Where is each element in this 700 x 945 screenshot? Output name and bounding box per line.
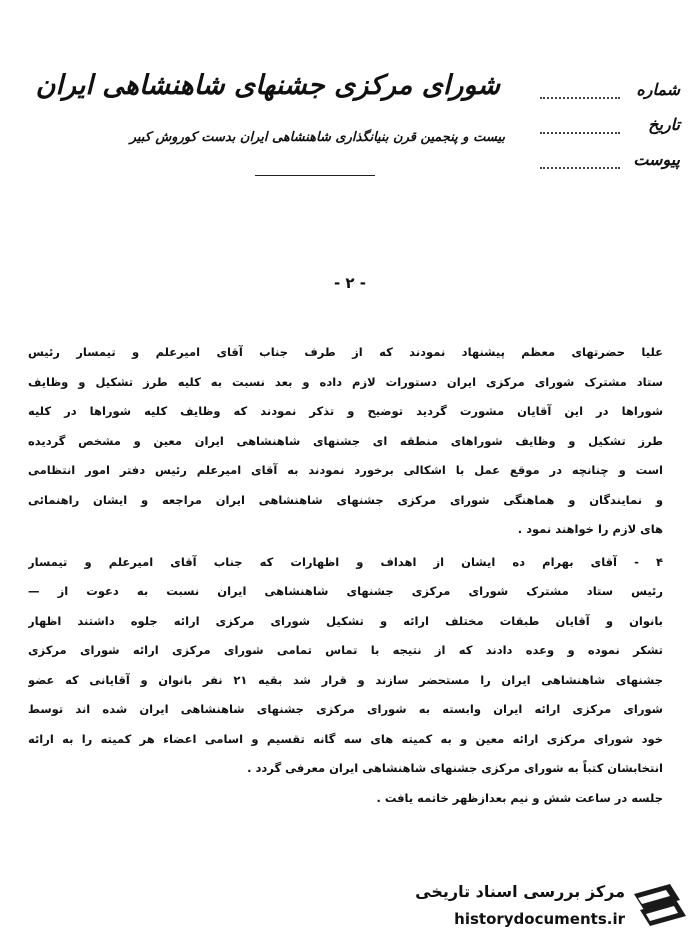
registry-attachment-label: پیوست	[633, 150, 680, 169]
registry-date-dots	[540, 132, 620, 134]
document-body	[28, 338, 663, 813]
letterhead-title: شورای مرکزی جشنهای شاهنشاهی ایران	[35, 70, 500, 101]
body-line: شوراها در این آقایان مشورت گردید توضیح و تذکر نمودند که وظایف کلیه شوراها در کلیه	[28, 404, 663, 418]
body-line: جلسه در ساعت شش و نیم بعدازظهر خاتمه یافت .	[376, 790, 663, 805]
registry-attachment-dots	[540, 167, 620, 169]
body-line: ستاد مشترک شورای مرکزی ایران دستورات لازم داده و بعد نسبت به کلیه طرز تشکیل و وظایف	[28, 374, 663, 389]
page-number: - ۲ -	[333, 274, 367, 292]
body-line: طرز تشکیل و وظایف شوراهای منطقه ای جشنهای شاهنشاهی ایران معین و مشخص گردیده	[28, 433, 663, 448]
registry-date-field	[540, 115, 680, 141]
archive-logo-icon	[630, 880, 690, 936]
body-line: است و چنانچه در موقع عمل با اشکالی برخورد نمودند به آقای امیرعلم رئیس دفتر امور انتظامی	[28, 463, 663, 477]
body-line: شورای مرکزی ارائه ایران وابسته به شورای مرکزی جشنهای شاهنشاهی ایران شده اند توسط	[28, 702, 663, 716]
body-line: و نمایندگان و هماهنگی شورای مرکزی جشنهای شاهنشاهی ایران مراجعه و ایشان راهنمائی	[28, 492, 663, 507]
body-line: ۴ - آقای بهرام ده ایشان از اهداف و اظهارات که جناب آقای امیرعلم و تیمسار	[28, 554, 663, 569]
body-line: بانوان و آقایان طبقات مختلف ارائه و تشکیل شورای مرکزی ارائه جلوه داشتند اظهار	[28, 613, 663, 628]
body-line: انتخابشان کتباً به شورای مرکزی جشنهای شاهنشاهی ایران معرفی گردد .	[247, 761, 663, 775]
letterhead-subtitle: بیست و پنجمین قرن بنیانگذاری شاهنشاهی ایران بدست کوروش کبیر	[129, 130, 505, 145]
watermark-name: مرکز بررسی اسناد تاریخی	[415, 882, 625, 901]
watermark-url: historydocuments.ir	[454, 910, 625, 928]
body-line: تشکر نموده و وعده دادند که از نتیجه با تماس تمامی شورای مرکزی ارائه شورای مرکزی	[28, 643, 663, 657]
registry-date-label: تاریخ	[648, 115, 680, 134]
registry-number-dots	[540, 97, 620, 99]
letterhead-rule	[255, 175, 375, 176]
body-line: خود شورای مرکزی ارائه معین و به کمیته های سه گانه تقسیم و اسامی اعضاء هر کمیته را به ارائه	[28, 731, 663, 746]
registry-attachment-field	[540, 150, 680, 176]
body-line: رئیس ستاد مشترک شورای مرکزی جشنهای شاهنشاهی ایران نسبت به دعوت از —	[28, 584, 663, 598]
body-line: های لازم را خواهند نمود .	[517, 522, 663, 536]
body-line: علیا حضرتهای معظم پیشنهاد نمودند که از طرف جناب آقای امیرعلم و تیمسار رئیس	[28, 345, 663, 359]
registry-number-field	[540, 80, 680, 106]
body-line: جشنهای شاهنشاهی ایران را مستحضر سازند و قرار شد بقیه ۲۱ نفر بانوان و آقایانی که عضو	[28, 672, 663, 687]
registry-number-label: شماره	[636, 80, 680, 99]
